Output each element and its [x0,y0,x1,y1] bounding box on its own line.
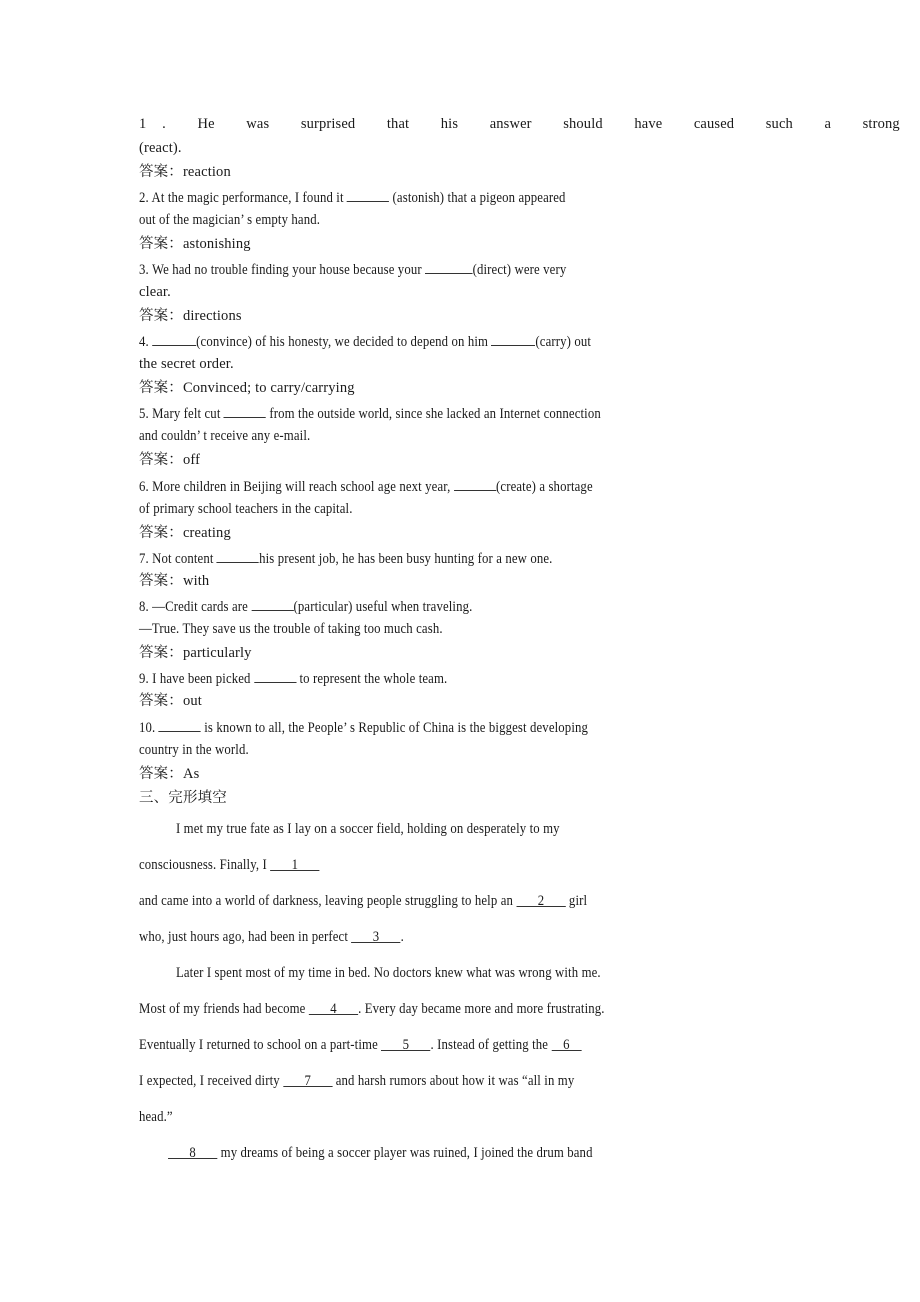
question-4-line-2: the secret order. [139,356,234,372]
answer-blank[interactable] [251,596,293,611]
cloze-p2-line-4: I expected, I received dirty 7 and harsh rumors about how it was “all in my [139,1073,575,1089]
cloze-p2-line-3: Eventually I returned to school on a part-time 5 . Instead of getting the 6 [139,1036,581,1054]
section-title: 三、完形填空 [139,790,227,806]
cloze-blank-1[interactable]: 1 [270,856,319,871]
answer-1: 答案：reaction [139,164,231,180]
answer-blank[interactable] [159,717,201,732]
question-6-line-1: 6. More children in Beijing will reach school age next year, (create) a shortage [139,476,593,496]
question-6-line-2: of primary school teachers in the capital. [139,501,353,517]
question-10-line-2: country in the world. [139,742,249,758]
cloze-p1-line-3: and came into a world of darkness, leaving people struggling to help an 2 girl [139,893,588,909]
answer-7: 答案：with [139,573,210,589]
answer-blank[interactable] [152,331,196,346]
answer-blank[interactable] [491,331,535,346]
answer-blank[interactable] [224,403,266,418]
answer-blank[interactable] [454,476,496,491]
cloze-p1-line-2: consciousness. Finally, I 1 [139,856,320,874]
question-10-line-1: 10. is known to all, the People’ s Republic of China is the biggest developing [139,717,588,737]
answer-5: 答案：off [139,452,201,468]
question-1-line-2: (react). [139,140,182,156]
cloze-p2-line-1: Later I spent most of my time in bed. No doctors knew what was wrong with me. [175,965,601,981]
question-1-line-1: 1 . He was surprised that his answer should have caused such a strong [139,116,900,132]
answer-3: 答案：directions [139,308,242,324]
cloze-blank-7[interactable]: 7 [283,1072,332,1087]
question-8-line-2: —True. They save us the trouble of taking too much cash. [139,621,443,637]
answer-blank[interactable] [217,548,259,563]
question-3-line-2: clear. [139,284,171,300]
cloze-p1-line-4: who, just hours ago, had been in perfect 3 . [139,929,404,945]
question-5-line-1: 5. Mary felt cut from the outside world, since she lacked an Internet connection [139,403,601,423]
cloze-blank-8[interactable]: 8 [168,1144,217,1159]
cloze-p2-line-5: head.” [139,1109,173,1125]
answer-10: 答案：As [139,766,200,782]
question-2-line-1: 2. At the magic performance, I found it (astonish) that a pigeon appeared [139,187,566,207]
cloze-blank-2[interactable]: 2 [516,892,565,907]
question-5-line-2: and couldn’ t receive any e-mail. [139,428,311,444]
answer-blank[interactable] [254,668,296,683]
answer-blank[interactable] [347,187,389,202]
answer-8: 答案：particularly [139,645,252,661]
question-4-line-1: 4. (convince) of his honesty, we decided to depend on him (carry) out [139,331,591,351]
cloze-blank-5[interactable]: 5 [381,1036,430,1051]
answer-6: 答案：creating [139,525,231,541]
question-7-line-1: 7. Not content his present job, he has been busy hunting for a new one. [139,548,552,568]
cloze-blank-3[interactable]: 3 [351,928,400,943]
answer-blank[interactable] [425,259,473,274]
answer-4: 答案：Convinced; to carry/carrying [139,380,355,396]
answer-2: 答案：astonishing [139,236,251,252]
cloze-blank-4[interactable]: 4 [309,1000,358,1015]
cloze-p1-line-1: I met my true fate as I lay on a soccer field, holding on desperately to my [175,821,560,837]
cloze-p3-line-1: 8 my dreams of being a soccer player was ruined, I joined the drum band [139,1144,593,1162]
question-2-line-2: out of the magician’ s empty hand. [139,212,321,228]
cloze-p2-line-2: Most of my friends had become 4 . Every day became more and more frustrating. [139,1001,605,1017]
question-8-line-1: 8. —Credit cards are (particular) useful when traveling. [139,596,472,616]
question-3-line-1: 3. We had no trouble finding your house because your (direct) were very [139,259,566,279]
question-9-line-1: 9. I have been picked to represent the whole team. [139,668,447,688]
cloze-blank-6[interactable]: 6 [551,1036,581,1051]
answer-9: 答案：out [139,693,202,709]
